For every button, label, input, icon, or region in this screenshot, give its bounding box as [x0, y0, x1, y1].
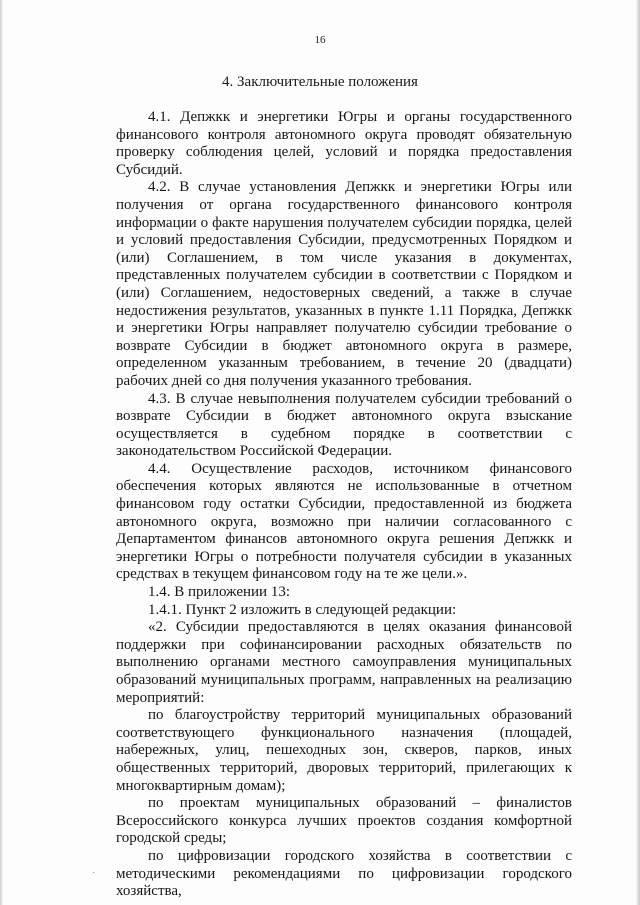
paragraph-4-1: 4.1. Депжкк и энергетики Югры и органы государственного финансового контроля автономного округа проводят обязательную проверку соблюдения целей, условий и порядка предоставления Субсидий. — [116, 109, 572, 178]
paragraph-4-2: 4.2. В случае установления Депжкк и энергетики Югры или получения от органа государственного финансового контроля информации о факте нарушения получателем субсидии порядка, целей и условий предоставления Субсидии, предусмотренных Порядком и (или) Соглашением, в том числе указания в документах, представленных получателем субсидии в соответствии с Порядком и (или) Соглашением, недостоверных сведений, а также в случае недостижения результатов, указанных в пункте 1.11 Порядка, Депжкк и энергетики Югры направляет получателю субсидии требование о возврате Субсидии в бюджет автономного округа в размере, определенном указанным требованием, в течение 20 (двадцати) рабочих дней со дня получения указанного требования. — [116, 179, 572, 389]
paragraph-projects: по проектам муниципальных образований – финалистов Всероссийского конкурса лучших проектов создания комфортной городской среды; — [116, 795, 572, 847]
body-text — [116, 109, 572, 901]
paragraph-4-3: 4.3. В случае невыполнения получателем субсидии требований о возврате Субсидии в бюджет автономного округа взыскание осуществляется в судебном порядке в соответствии с законодательством Российской Федерации. — [116, 390, 572, 460]
section-title: 4. Заключительные положения — [222, 74, 418, 90]
page-right-edge — [636, 0, 640, 905]
paragraph-item-2: «2. Субсидии предоставляются в целях оказания финансовой поддержки при софинансировании расходных обязательств по выполнению органами местного самоуправления муниципальных образований муниципальных программ, направленных на реализацию мероприятий: — [116, 619, 572, 706]
paragraph-4-4: 4.4. Осуществление расходов, источником финансового обеспечения которых являются не использованные в отчетном финансовом году остатки Субсидии, предоставленной из бюджета автономного округа, возможно при наличии согласованного с Департаментом финансов автономного округа решения Депжкк и энергетики Югры о потребности получателя субсидии в указанных средствах в текущем финансовом году на те же цели.». — [116, 460, 572, 583]
scan-speck: · — [92, 868, 96, 879]
paragraph-digitalization: по цифровизации городского хозяйства в соответствии с методическими рекомендациями по цифровизации городского хозяйства, — [116, 847, 572, 900]
page-left-edge — [0, 0, 3, 905]
paragraph-1-4: 1.4. В приложении 13: — [148, 584, 290, 601]
page-number: 16 — [314, 34, 326, 46]
paragraph-landscaping: по благоустройству территорий муниципальных образований соответствующего функционального назначения (площадей, набережных, улиц, пешеходных зон, скверов, парков, иных общественных территорий, дворовых территорий, прилегающих к многоквартирным домам); — [116, 707, 572, 794]
paragraph-1-4-1: 1.4.1. Пункт 2 изложить в следующей редакции: — [148, 601, 457, 618]
